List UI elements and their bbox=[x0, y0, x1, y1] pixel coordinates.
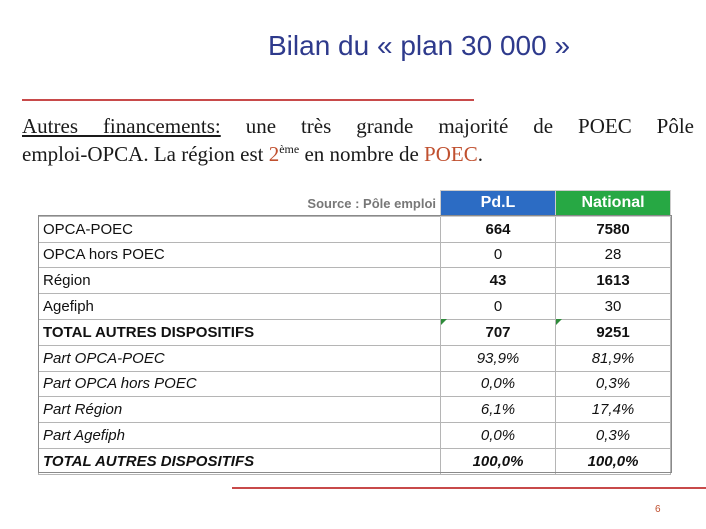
row-label: OPCA hors POEC bbox=[39, 242, 441, 268]
paragraph-line1-rest: une très grande majorité de POEC Pôle bbox=[220, 114, 694, 138]
financing-table bbox=[38, 190, 671, 475]
cell-pdl: 0 bbox=[441, 294, 556, 320]
page-number: 6 bbox=[655, 504, 661, 515]
rank-value: 2 bbox=[268, 142, 280, 166]
cell-national: 17,4% bbox=[556, 397, 671, 423]
row-label: Part OPCA-POEC bbox=[39, 345, 441, 371]
table-row bbox=[39, 345, 671, 371]
poec-highlight: POEC bbox=[424, 142, 478, 166]
paragraph-line2-end: . bbox=[477, 142, 483, 166]
cell-pdl: 0 bbox=[441, 242, 556, 268]
row-label: Agefiph bbox=[39, 294, 441, 320]
column-header-pdl: Pd.L bbox=[441, 191, 556, 217]
row-label: OPCA-POEC bbox=[39, 216, 441, 242]
table-row bbox=[39, 294, 671, 320]
row-label: TOTAL AUTRES DISPOSITIFS bbox=[39, 448, 441, 474]
title-divider bbox=[22, 99, 474, 101]
cell-national: 0,3% bbox=[556, 423, 671, 449]
cell-pdl: 100,0% bbox=[441, 448, 556, 474]
table-row bbox=[39, 319, 671, 345]
table-row bbox=[39, 242, 671, 268]
cell-marker-icon bbox=[556, 319, 562, 325]
table-row bbox=[39, 397, 671, 423]
cell-national: 30 bbox=[556, 294, 671, 320]
paragraph-line-2 bbox=[22, 140, 694, 168]
paragraph-line-1 bbox=[22, 112, 694, 140]
cell-national: 7580 bbox=[556, 216, 671, 242]
cell-national: 100,0% bbox=[556, 448, 671, 474]
cell-national: 81,9% bbox=[556, 345, 671, 371]
table-row bbox=[39, 268, 671, 294]
cell-pdl: 43 bbox=[441, 268, 556, 294]
row-label: Part Agefiph bbox=[39, 423, 441, 449]
row-label: Part OPCA hors POEC bbox=[39, 371, 441, 397]
footer-divider bbox=[232, 487, 706, 489]
row-label: Région bbox=[39, 268, 441, 294]
row-label: TOTAL AUTRES DISPOSITIFS bbox=[39, 319, 441, 345]
table-row bbox=[39, 371, 671, 397]
cell-national: 1613 bbox=[556, 268, 671, 294]
column-header-national: National bbox=[556, 191, 671, 217]
cell-national: 28 bbox=[556, 242, 671, 268]
table-row bbox=[39, 448, 671, 474]
row-label: Part Région bbox=[39, 397, 441, 423]
cell-marker-icon bbox=[441, 319, 447, 325]
cell-pdl: 707 bbox=[441, 319, 556, 345]
table-header-row bbox=[39, 191, 671, 217]
paragraph-line2-b: en nombre de bbox=[299, 142, 425, 166]
intro-paragraph bbox=[22, 112, 694, 168]
cell-national: 0,3% bbox=[556, 371, 671, 397]
paragraph-line2-a: emploi-OPCA. La région est bbox=[22, 142, 269, 166]
cell-pdl: 664 bbox=[441, 216, 556, 242]
paragraph-lead: Autres financements: bbox=[22, 114, 221, 138]
table-row bbox=[39, 216, 671, 242]
source-label: Source : Pôle emploi bbox=[39, 191, 441, 217]
page-title: Bilan du « plan 30 000 » bbox=[268, 30, 571, 61]
rank-superscript: ème bbox=[279, 142, 300, 156]
table-row bbox=[39, 423, 671, 449]
cell-pdl: 0,0% bbox=[441, 423, 556, 449]
cell-pdl: 93,9% bbox=[441, 345, 556, 371]
cell-pdl: 6,1% bbox=[441, 397, 556, 423]
cell-pdl: 0,0% bbox=[441, 371, 556, 397]
cell-national: 9251 bbox=[556, 319, 671, 345]
